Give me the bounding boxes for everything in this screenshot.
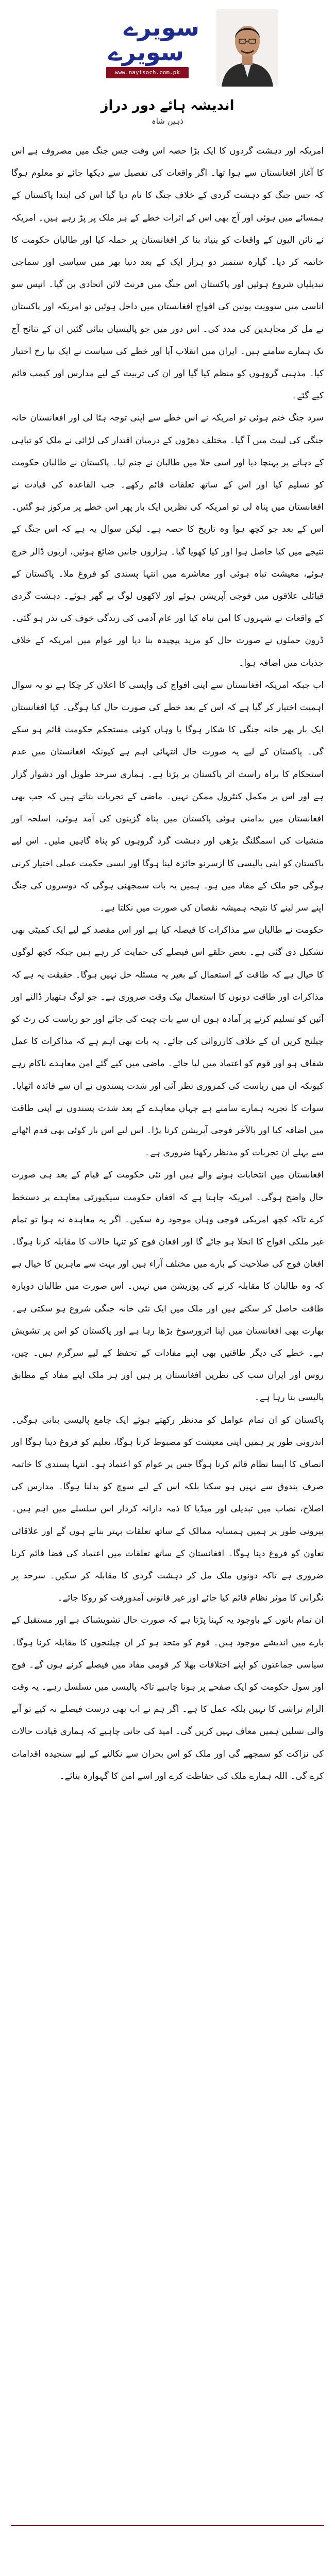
article-paragraph: ان تمام باتوں کے باوجود یہ کہنا پڑتا ہے کہ صورت حال تشویشناک ہے اور مستقبل کے بارے میں اندیشے موجود ہیں۔ قوم کو متحد ہو کر ان چیلنجوں کا مقابلہ کرنا ہوگا۔ سیاسی جماعتوں کو اپنے اختلافات بھلا کر قومی مفاد میں فیصلے کرنے ہوں گے۔ فوج اور سول حکومت کو ایک صفحے پر ہونا چاہیے تاکہ پالیسی میں تسلسل رہے۔ یہ وقت الزام تراشی کا نہیں بلکہ عمل کا ہے۔ اگر ہم نے اب بھی درست فیصلے نہ کیے تو آنے والی نسلیں ہمیں معاف نہیں کریں گی۔ امید کی جانی چاہیے کہ ہماری قیادت حالات کی نزاکت کو سمجھے گی اور ملک کو اس بحران سے نکالنے کے لیے سنجیدہ اقدامات کرے گی۔ اللہ ہمارے ملک کی حفاظت کرے اور اسے امن کا گہوارہ بنائے۔ — [11, 1615, 324, 1781]
article-paragraph: اب جبکہ امریکہ افغانستان سے اپنی افواج کی واپسی کا اعلان کر چکا ہے تو یہ سوال اہمیت اختیار کر گیا ہے کہ اس کے بعد خطے کی صورت حال کیا ہوگی۔ کیا افغانستان ایک بار پھر خانہ جنگی کا شکار ہوگا یا وہاں کوئی مستحکم حکومت قائم ہو سکے گی۔ پاکستان کے لیے یہ صورت حال انتہائی اہم ہے کیونکہ افغانستان میں عدم استحکام کا براہ راست اثر پاکستان پر پڑتا ہے۔ ہماری سرحد طویل اور دشوار گزار ہے اور اس پر مکمل کنٹرول ممکن نہیں۔ ماضی کے تجربات بتاتے ہیں کہ جب بھی افغانستان میں بدامنی ہوئی پاکستان میں پناہ گزینوں کی آمد ہوئی، اسلحہ اور منشیات کی اسمگلنگ بڑھی اور دہشت گرد گروہوں کو پناہ گاہیں ملیں۔ اس لیے پاکستان کو اپنی پالیسی کا ازسرنو جائزہ لینا ہوگا اور ایسی حکمت عملی اختیار کرنی ہوگی جو ملک کے مفاد میں ہو۔ ہمیں یہ بات سمجھنی ہوگی کہ دوسروں کی جنگ اپنے سر لینے کا نتیجہ ہمیشہ نقصان کی صورت میں نکلتا ہے۔ — [11, 680, 324, 913]
column-header — [0, 0, 335, 131]
logo-url: www.nayisoch.com.pk — [115, 69, 180, 76]
footer-rule — [11, 2525, 324, 2526]
logo-line-2: سویرے — [108, 38, 184, 66]
author-portrait — [216, 9, 278, 87]
article-title: اندیشہ ہائے دور دراز — [100, 98, 234, 113]
column-footer — [0, 2520, 335, 2551]
article-paragraph: افغانستان میں انتخابات ہونے والے ہیں اور نئی حکومت کے قیام کے بعد ہی صورت حال واضح ہوگی۔ امریکہ چاہتا ہے کہ افغان حکومت سیکیورٹی معاہدے پر دستخط کرے تاکہ کچھ امریکی فوجی وہاں موجود رہ سکیں۔ اگر یہ معاہدہ نہ ہوا تو تمام غیر ملکی افواج کا انخلا ہو جائے گا اور افغان فوج کو تنہا حالات کا مقابلہ کرنا ہوگا۔ افغان فوج کی صلاحیت کے بارے میں مختلف آراء ہیں اور بہت سے ماہرین کا خیال ہے کہ وہ طالبان کا مقابلہ کرنے کی پوزیشن میں نہیں۔ اس صورت میں طالبان دوبارہ طاقت حاصل کر سکتے ہیں اور ملک میں ایک نئی خانہ جنگی شروع ہو سکتی ہے۔ بھارت بھی افغانستان میں اپنا اثرورسوخ بڑھا رہا ہے اور پاکستان کو اس پر تشویش ہے۔ خطے کی دیگر طاقتیں بھی اپنے مفادات کے تحفظ کے لیے سرگرم ہیں۔ چین، روس اور ایران سب کی نظریں افغانستان پر ہیں اور ہر ملک اپنے مفاد کے مطابق پالیسی بنا رہا ہے۔ — [11, 1170, 324, 1403]
author-portrait-image — [216, 9, 278, 87]
column-logo — [88, 13, 199, 77]
article-paragraph: امریکہ اور دہشت گردوں کا ایک بڑا حصہ اس وقت جس جنگ میں مصروف ہے اس کا آغاز افغانستان سے ہوا تھا۔ اگر واقعات کی تفصیل سے دیکھا جائے تو معلوم ہوگا کہ جس جنگ کو دہشت گردی کے خلاف جنگ کا نام دیا گیا اس کی ابتدا پاکستان کے ہمسائے میں ہوئی اور آج بھی اس کے اثرات خطے کے ہر ملک پر پڑ رہے ہیں۔ امریکہ نے نائن الیون کے واقعات کو بنیاد بنا کر افغانستان پر حملہ کیا اور طالبان حکومت کا خاتمہ کر دیا۔ گیارہ ستمبر دو ہزار ایک کے بعد دنیا بھر میں سیاسی اور سماجی تبدیلیاں شروع ہوئیں اور پاکستان اس جنگ میں فرنٹ لائن اتحادی بن گیا۔ انیس سو اناسی میں سوویت یونین کی افواج افغانستان میں داخل ہوئیں تو امریکہ اور پاکستان نے مل کر مجاہدین کی مدد کی۔ اس دور میں جو پالیسیاں بنائی گئیں ان کے نتائج آج تک ہمارے سامنے ہیں۔ ایران میں انقلاب آیا اور خطے کی سیاست نے ایک نیا رخ اختیار کیا۔ مذہبی گروہوں کو منظم کیا گیا اور ان کی تربیت کے لیے مدارس اور کیمپ قائم کیے گئے۔ — [11, 146, 324, 401]
article-paragraph: سرد جنگ ختم ہوئی تو امریکہ نے اس خطے سے اپنی توجہ ہٹا لی اور افغانستان خانہ جنگی کی لپیٹ میں آ گیا۔ مختلف دھڑوں کے درمیان اقتدار کی لڑائی نے ملک کو تباہی کے دہانے پر پہنچا دیا اور اسی خلا میں طالبان نے جنم لیا۔ پاکستان نے طالبان حکومت کو تسلیم کیا اور اس کے ساتھ تعلقات قائم رکھے۔ جب القاعدہ کی قیادت نے افغانستان میں پناہ لی تو امریکہ کی نظریں ایک بار پھر اس خطے پر مرکوز ہو گئیں۔ اس کے بعد جو کچھ ہوا وہ تاریخ کا حصہ ہے۔ لیکن سوال یہ ہے کہ اس جنگ کے نتیجے میں کیا حاصل ہوا اور کیا کھویا گیا۔ ہزاروں جانیں ضائع ہوئیں، اربوں ڈالر خرچ ہوئے، معیشت تباہ ہوئی اور معاشرے میں انتہا پسندی کو فروغ ملا۔ پاکستان کے قبائلی علاقوں میں فوجی آپریشن ہوئے اور لاکھوں لوگ بے گھر ہوئے۔ دہشت گردی کے واقعات نے شہروں کا امن تباہ کیا اور عام آدمی کی زندگی خوف کی نذر ہو گئی۔ ڈرون حملوں نے صورت حال کو مزید پیچیدہ بنا دیا اور عوام میں امریکہ کے خلاف جذبات میں اضافہ ہوا۔ — [11, 413, 324, 668]
article-paragraph: پاکستان کو ان تمام عوامل کو مدنظر رکھتے ہوئے ایک جامع پالیسی بنانی ہوگی۔ اندرونی طور پر ہمیں اپنی معیشت کو مضبوط کرنا ہوگا، تعلیم کو فروغ دینا ہوگا اور انصاف کا ایسا نظام قائم کرنا ہوگا جس پر عوام کو اعتماد ہو۔ انتہا پسندی کا خاتمہ صرف بندوق سے نہیں ہو سکتا بلکہ اس کے لیے سوچ کو بدلنا ہوگا۔ مدارس کی اصلاح، نصاب میں تبدیلی اور میڈیا کا ذمہ دارانہ کردار اس سلسلے میں اہم ہیں۔ بیرونی طور پر ہمیں ہمسایہ ممالک کے ساتھ تعلقات بہتر بنانے ہوں گے اور علاقائی تعاون کو فروغ دینا ہوگا۔ افغانستان کے ساتھ تعلقات میں اعتماد کی فضا قائم کرنا ضروری ہے تاکہ دونوں ملک مل کر دہشت گردی کا مقابلہ کر سکیں۔ سرحد پر نگرانی کا موثر نظام قائم کیا جائے اور غیر قانونی آمدورفت کو روکا جائے۔ — [11, 1415, 324, 1604]
article-author: ذہین شاہ — [151, 116, 184, 126]
logo-line-1: سویرے — [124, 13, 199, 41]
logo-url-bar — [106, 67, 189, 78]
article-paragraph: حکومت نے طالبان سے مذاکرات کا فیصلہ کیا ہے اور اس مقصد کے لیے ایک کمیٹی بھی تشکیل دی گئی ہے۔ بعض حلقے اس فیصلے کی حمایت کر رہے ہیں جبکہ کچھ لوگوں کا خیال ہے کہ طاقت کے استعمال کے بغیر یہ مسئلہ حل نہیں ہوگا۔ حقیقت یہ ہے کہ مذاکرات اور طاقت دونوں کا استعمال بیک وقت ضروری ہے۔ جو لوگ ہتھیار ڈالنے اور آئین کو تسلیم کرنے پر آمادہ ہوں ان سے بات چیت کی جائے اور جو ریاست کی رٹ کو چیلنج کریں ان کے خلاف کارروائی کی جائے۔ یہ بات بھی اہم ہے کہ مذاکرات کا عمل شفاف ہو اور قوم کو اعتماد میں لیا جائے۔ ماضی میں کیے گئے امن معاہدے ناکام رہے کیونکہ ان میں ریاست کی کمزوری نظر آئی اور شدت پسندوں نے ان سے فائدہ اٹھایا۔ سوات کا تجربہ ہمارے سامنے ہے جہاں معاہدے کے بعد شدت پسندوں نے اپنی طاقت میں اضافہ کیا اور بالآخر فوجی آپریشن کرنا پڑا۔ اس لیے اس بار کوئی بھی قدم اٹھانے سے پہلے ان تجربات کو مدنظر رکھنا ضروری ہے۔ — [11, 925, 324, 1158]
article-body — [11, 140, 324, 2511]
